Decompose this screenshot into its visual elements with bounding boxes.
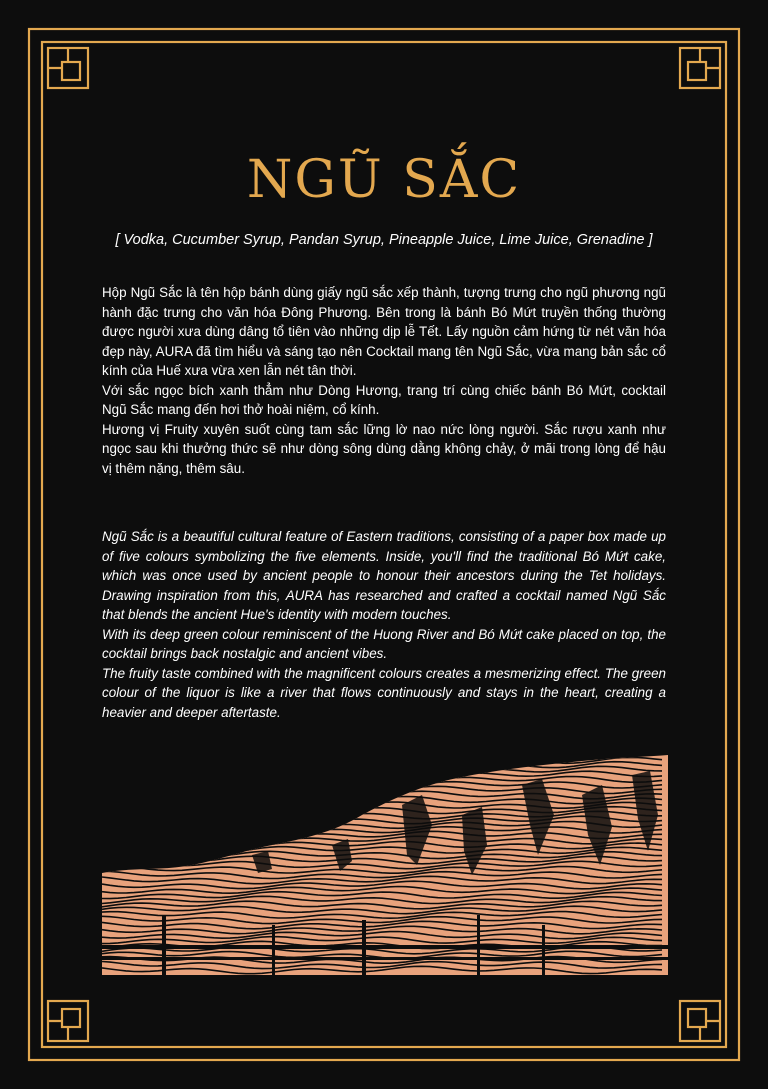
wave-line	[102, 757, 662, 764]
corner-ornaments	[48, 48, 88, 88]
en-paragraph-1: Ngũ Sắc is a beautiful cultural feature of Eastern traditions, consisting of a paper box made up of five colours symbolizing the five elements. Inside, you'll find the traditional Bó Mứt cake, which was once used by ancient people to honour their ancestors during the Tet holidays. Drawing inspiration from this, AURA has researched and crafted a cocktail named Ngũ Sắc that blends the ancient Hue's identity with modern touches.	[102, 529, 666, 622]
wave-line	[102, 755, 662, 759]
vi-paragraph-1: Hộp Ngũ Sắc là tên hộp bánh dùng giấy ngũ sắc xếp thành, tượng trưng cho ngũ phương ngũ hành đặc trưng cho văn hóa Đông Phương. Bên trong là bánh Bó Mứt truyền thống thường được người xưa dùng dâng tổ tiên vào những dịp lễ Tết. Lấy nguồn cảm hứng từ nét văn hóa đẹp này, AURA đã tìm hiểu và sáng tạo nên Cocktail mang tên Ngũ Sắc, vừa mang bản sắc cổ kính của Huế xưa vừa xen lẫn nét tân thời.	[102, 285, 666, 378]
english-description	[102, 527, 666, 722]
page-title: NGŨ SẮC	[246, 150, 522, 210]
en-paragraph-3: The fruity taste combined with the magnificent colours creates a mesmerizing effect. The green colour of the liquor is like a river that flows continuously and stays in the heart, creating a heavier and deeper aftertaste.	[102, 665, 666, 720]
wave-landscape-illustration	[102, 755, 668, 975]
vi-paragraph-3: Hương vị Fruity xuyên suốt cùng tam sắc lững lờ nao nức lòng người. Sắc rượu xanh như ngọc sau khi thưởng thức sẽ như dòng sông dùng dằng không chảy, ở mãi trong lòng để hậu vị thêm nặng, thêm sâu.	[102, 421, 666, 476]
vietnamese-description	[102, 283, 666, 478]
vi-paragraph-2: Với sắc ngọc bích xanh thẳm như Dòng Hương, trang trí cùng chiếc bánh Bó Mứt, cocktail Ngũ Sắc mang đến hơi thở hoài niệm, cổ kính.	[102, 382, 666, 417]
en-paragraph-2: With its deep green colour reminiscent of the Huong River and Bó Mứt cake placed on top, the cocktail brings back nostalgic and ancient vibes.	[102, 626, 666, 661]
ingredients-list: [ Vodka, Cucumber Syrup, Pandan Syrup, Pineapple Juice, Lime Juice, Grenadine ]	[115, 232, 653, 248]
